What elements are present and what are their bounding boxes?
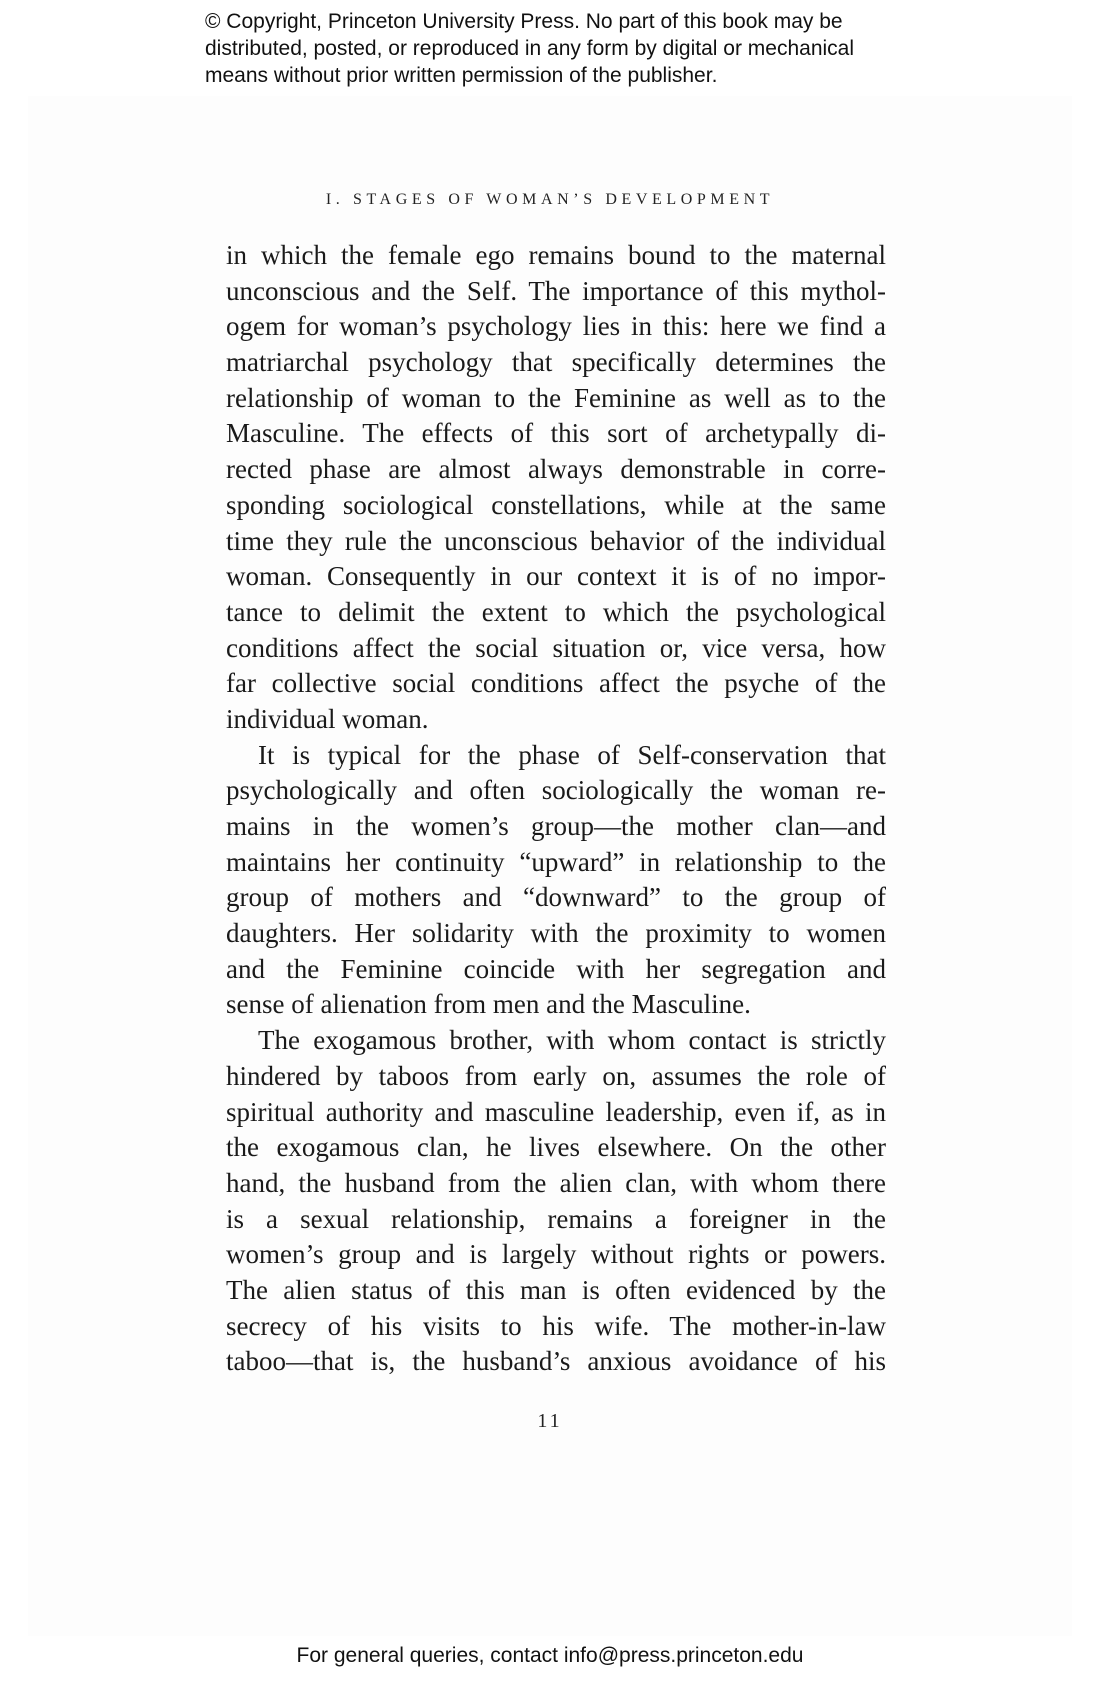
text-line: unconscious and the Self. The importance of this mythol- (226, 275, 886, 306)
text-line: far collective social conditions affect the psyche of the (226, 668, 886, 699)
text-line: psychologically and often sociologically the woman re- (226, 775, 886, 806)
copyright-notice (0, 8, 1100, 89)
text-line: woman. Consequently in our context it is of no impor- (226, 561, 886, 592)
text-line: is a sexual relationship, remains a foreigner in the (226, 1203, 886, 1234)
text-line: conditions affect the social situation or, vice versa, how (226, 632, 886, 663)
copyright-line: means without prior written permission of the publisher. (205, 64, 718, 87)
text-line: Masculine. The effects of this sort of archetypally di- (226, 418, 886, 449)
text-line: sponding sociological constellations, while at the same (226, 489, 886, 520)
text-line: daughters. Her solidarity with the proximity to women (226, 918, 886, 949)
text-line: taboo—that is, the husband’s anxious avoidance of his (226, 1346, 886, 1377)
text-line: spiritual authority and masculine leadership, even if, as in (226, 1096, 886, 1127)
text-line: ogem for woman’s psychology lies in this: here we find a (226, 311, 886, 342)
text-line: hindered by taboos from early on, assumes the role of (226, 1060, 886, 1091)
text-line: group of mothers and “downward” to the group of (226, 882, 886, 913)
text-line: secrecy of his visits to his wife. The mother-in-law (226, 1310, 886, 1341)
text-line: individual woman. (226, 703, 429, 734)
text-line: The exogamous brother, with whom contact is strictly (258, 1025, 886, 1056)
text-line: time they rule the unconscious behavior of the individual (226, 525, 886, 556)
text-line: mains in the women’s group—the mother clan—and (226, 811, 886, 841)
copyright-line: © Copyright, Princeton University Press. No part of this book may be (205, 10, 843, 33)
text-line: in which the female ego remains bound to the maternal (226, 240, 886, 270)
text-line: sense of alienation from men and the Masculine. (226, 989, 751, 1020)
body-text (226, 238, 886, 1380)
text-line: and the Feminine coincide with her segregation and (226, 953, 886, 984)
text-line: The alien status of this man is often evidenced by the (226, 1274, 886, 1305)
text-line: maintains her continuity “upward” in relationship to the (226, 846, 886, 877)
page-number: 11 (537, 1410, 563, 1432)
text-line: tance to delimit the extent to which the psychological (226, 596, 886, 627)
text-line: relationship of woman to the Feminine as well as to the (226, 382, 886, 413)
text-line: the exogamous clan, he lives elsewhere. On the other (226, 1132, 886, 1163)
copyright-line: distributed, posted, or reproduced in any form by digital or mechanical (205, 37, 855, 60)
running-head: I. STAGES OF WOMAN’S DEVELOPMENT (325, 191, 775, 208)
text-line: rected phase are almost always demonstrable in corre- (226, 454, 886, 485)
text-line: matriarchal psychology that specifically determines the (226, 347, 886, 378)
text-line: hand, the husband from the alien clan, with whom there (226, 1167, 886, 1198)
footer-contact: For general queries, contact info@press.princeton.edu (296, 1644, 804, 1667)
text-line: It is typical for the phase of Self-conservation that (258, 739, 886, 770)
text-line: women’s group and is largely without rights or powers. (226, 1239, 886, 1270)
